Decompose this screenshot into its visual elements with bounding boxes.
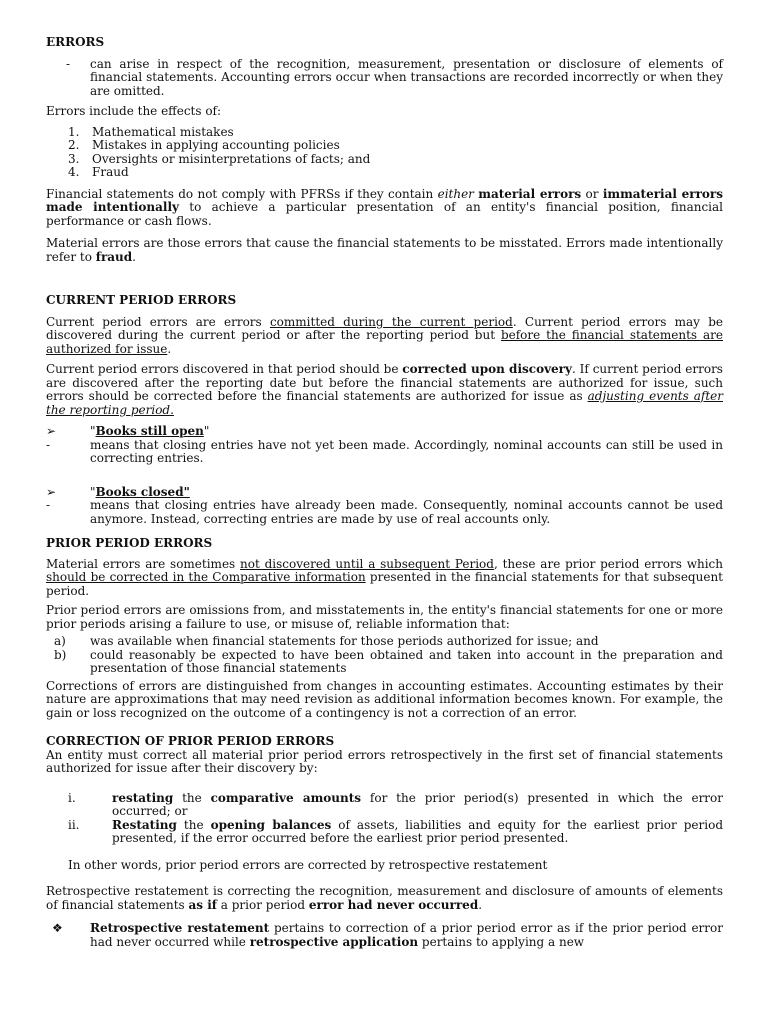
current-paragraph-2: Current period errors discovered in that period should be corrected upon discovery. If current period errors are discovered after the reporting date but before the financial statements are authorized for issue, such errors should be corrected before the financial statements are authorized for issue as adjusting events after the reporting period. xyxy=(46,362,723,417)
current-paragraph-1: Current period errors are errors committed during the current period. Current period errors may be discovered during the current period or after the reporting period but before the financial statements are authorized for issue. xyxy=(46,314,723,356)
list-item: 2. Mistakes in applying accounting policies xyxy=(68,138,340,152)
prior-paragraph-3: Corrections of errors are distinguished from changes in accounting estimates. Accounting estimates by their nature are approximations that may need revision as additional information becomes known. For example, the gain or loss recognized on the outcome of a contingency is not a correction of an error. xyxy=(46,678,723,720)
arrow-bullet-icon: ➢ xyxy=(46,424,57,438)
list-item: b) could reasonably be expected to have been obtained and taken into account in the preparation and presentation of those financial statements xyxy=(54,647,723,675)
prior-paragraph-1: Material errors are sometimes not discovered until a subsequent Period, these are prior period errors which should be corrected in the Comparative information presented in the financial statements for that subsequent period. xyxy=(46,556,723,598)
heading-prior-period-errors: PRIOR PERIOD ERRORS xyxy=(46,536,213,550)
prior-paragraph-2: Prior period errors are omissions from, and misstatements in, the entity's financial statements for one or more prior periods arising a failure to use, or misuse of, reliable information that: xyxy=(46,603,723,631)
list-item: 4. Fraud xyxy=(68,165,129,179)
correction-item-i: i. restating the comparative amounts for the prior period(s) presented in which the error occurred; or xyxy=(68,790,724,818)
dash-marker: - xyxy=(66,56,71,71)
correction-intro: An entity must correct all material prior period errors retrospectively in the first set of financial statements authorized for issue after their discovery by: xyxy=(46,747,723,775)
document-page xyxy=(46,36,723,949)
arrow-bullet-icon: ➢ xyxy=(46,484,57,499)
heading-correction-of-prior-period-errors: CORRECTION OF PRIOR PERIOD ERRORS xyxy=(46,734,335,748)
list-item: 1. Mathematical mistakes xyxy=(68,124,234,139)
errors-include-intro: Errors include the effects of: xyxy=(46,104,222,118)
pfrs-paragraph: Financial statements do not comply with PFRSs if they contain either material errors or immaterial errors made intentionally to achieve a particular presentation of an entity's financial position, financial performance or cash flows. xyxy=(46,186,723,228)
books-still-open-item: ➢ "Books still open" xyxy=(46,424,210,438)
prior-list xyxy=(46,635,723,676)
errors-list xyxy=(46,126,723,180)
books-still-open-description: - means that closing entries have not yet been made. Accordingly, nominal accounts can still be used in correcting entries. xyxy=(46,437,723,465)
books-closed-description: - means that closing entries have already been made. Consequently, nominal accounts cannot be used anymore. Instead, correcting entries are made by use of real accounts only. xyxy=(46,498,723,526)
correction-item-ii: ii. Restating the opening balances of assets, liabilities and equity for the earliest prior period presented, if the error occurred before the earliest prior period presented. xyxy=(68,817,724,845)
retrospective-restatement-paragraph: Retrospective restatement is correcting the recognition, measurement and disclosure of amounts of elements of financial statements as if a prior period error had never occurred. xyxy=(46,884,723,912)
diamond-bullet-icon: ❖ xyxy=(52,921,63,935)
material-errors-paragraph: Material errors are those errors that cause the financial statements to be misstated. Errors made intentionally refer to fraud. xyxy=(46,236,723,264)
list-item: 3. Oversights or misinterpretations of facts; and xyxy=(68,151,371,166)
retrospective-bullet: ❖ Retrospective restatement pertains to correction of a prior period error as if the prior period error had never occurred while retrospective application pertains to applying a new xyxy=(52,921,723,949)
other-words-line: In other words, prior period errors are corrected by retrospective restatement xyxy=(68,857,548,872)
heading-errors: ERRORS xyxy=(46,35,105,49)
books-closed-item: ➢ "Books closed" xyxy=(46,484,190,499)
errors-definition xyxy=(46,58,723,99)
list-item: a) was available when financial statements for those periods authorized for issue; and xyxy=(54,634,599,648)
errors-definition-text: can arise in respect of the recognition, measurement, presentation or disclosure of elements of financial statements. Accounting errors occur when transactions are recorded incorrectly or when they are omitted. xyxy=(90,56,723,98)
heading-current-period-errors: CURRENT PERIOD ERRORS xyxy=(46,293,237,307)
